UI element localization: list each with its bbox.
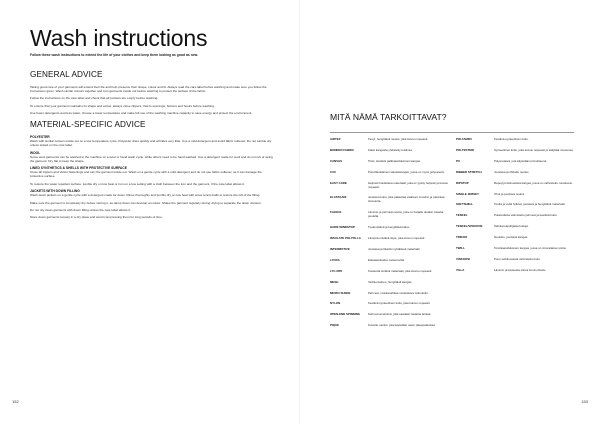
glossary-entry (456, 247, 574, 251)
material-heading: POLYESTER (30, 135, 50, 140)
material-heading: LINED SYNTHETICS & SHELLS WITH PROTECTIVE SURFACE (30, 166, 127, 171)
glossary-term: PIQUE (330, 323, 339, 328)
glossary-term: EASY CARE (330, 180, 347, 185)
paragraph: Follow the instructions on the care label and check that all pockets are empty before washing. (30, 96, 159, 101)
glossary-definition: Elastaanikuidun tuotemerkki. (368, 257, 405, 262)
paragraph: Close all zippers and Velcro fastenings and turn the garment inside out. Wash on a gentle cycle with a mild detergent and do not use fabric softener, as it can damage the protective surface. (30, 170, 262, 179)
glossary-definition: Kehruumenetelmä, jolla saadaan tasaista lankaa. (368, 312, 432, 317)
glossary-entry (456, 269, 574, 273)
glossary-definition: Kestävä synteettinen kuitu, joka kuivuu nopeasti. (368, 301, 431, 306)
glossary-entry (330, 292, 448, 296)
glossary-definition: Joustava ja liikettä myötäilevä materiaali. (368, 246, 421, 251)
glossary-term: TENCEL (456, 213, 468, 218)
glossary-term: VILLA (456, 267, 465, 272)
glossary-entry (330, 211, 448, 219)
glossary-term: LYC-DRY (330, 268, 343, 273)
glossary-entry (456, 203, 574, 207)
page-title: Wash instructions (30, 25, 208, 51)
glossary-term: TRIKOO (456, 235, 468, 240)
left-page-content (30, 70, 275, 222)
glossary-column-right (456, 138, 574, 273)
glossary-term: POLYESTERI (456, 147, 475, 152)
glossary-definition: Lämpöä eristävä täyte, joka kuivuu nopeasti. (368, 235, 426, 240)
glossary-entry (330, 248, 448, 252)
glossary-term: BONDED FABRIC (330, 147, 355, 152)
glossary-definition: Kestävä synteettinen kuitu. (494, 137, 529, 141)
glossary-term: OPEN-END SPINNING (330, 312, 361, 317)
glossary-entry (330, 226, 448, 230)
glossary-term: NYLON (330, 301, 341, 306)
glossary-term: CVC (330, 169, 337, 174)
glossary-term: FLEECE (330, 210, 342, 215)
glossary-term: VISKOOSI (456, 256, 470, 261)
glossary-definition: Tuulta ja vettä hylkivä, joustava ja hengittävä materiaali. (494, 202, 566, 207)
glossary-entry (330, 324, 448, 328)
glossary-entry (330, 171, 448, 175)
glossary-definition: Kosteutta siirtävä materiaali, joka kuivuu nopeasti. (368, 268, 433, 273)
paragraph: Wash with similar colours inside out on a low temperature cycle. Polyester dries quickly and wrinkles very little. Use a mild detergent and avoid fabric softener. Do not tumble dry unless stated on the care label. (30, 139, 272, 148)
glossary-entry (330, 259, 448, 263)
paragraph: Make sure the garment is completely dry before storing it, as damp down can develop an odour. Shake the garment regularly during drying to separate the down clusters. (30, 200, 262, 205)
page-number-left: 152 (12, 399, 19, 404)
glossary-term: SINGLE JERSEY (456, 191, 479, 196)
glossary-term: AIRTEX (330, 137, 341, 141)
section-heading: GENERAL ADVICE (30, 70, 103, 79)
glossary-definition: Selluloosapohjaisia kuituja. (494, 224, 529, 229)
glossary-term: MESH (330, 279, 339, 284)
glossary-definition: Joustava kuitu, joka palauttaa vaatteen muodon ja parantaa istuvuutta. (368, 195, 445, 204)
glossary-definition: Lämmin ja kosteutta sitova luonnonkuitu. (494, 267, 547, 272)
glossary-definition: Lämmin ja pehmeä neulos, joka on harjattu ainakin toiselta puolelta. (368, 210, 444, 219)
glossary-term: GORE WINDSTOP (330, 225, 355, 230)
glossary-definition: Polyuretaani, jota käytetään pinnoitteena. (494, 158, 548, 163)
glossary-definition: Verkkomainen, hengittävä kangas. (368, 279, 413, 284)
glossary-definition: Toimikassidoksinen kangas, jossa on vinoraitainen pinta. (494, 246, 567, 251)
paragraph: To ensure that your garment maintains its shape and colour, always close zippers, Velcro openings, buttons and hooks before washing. (30, 103, 215, 108)
material-heading: WOOL (30, 150, 41, 155)
paragraph: Wash down jackets on a gentle cycle with a detergent made for down. Rinse thoroughly and tumble dry on low heat with a few tennis balls to restore the loft of the filling. (30, 193, 261, 198)
glossary-entry (330, 138, 448, 142)
glossary-definition: Puukuidusta valmistettu pehmeä ja kestävä kuitu. (494, 213, 558, 218)
glossary-entry (456, 138, 574, 142)
glossary-entry (330, 182, 448, 190)
glossary-definition: Neulottu, joustava kangas. (494, 235, 529, 240)
paragraph: Some wool garments can be washed in the machine on a wool or hand wash cycle, while others need to be hand washed. Use a detergent made for wool and do not rub or wring the garment. Dry flat to keep the shape. (30, 154, 273, 163)
glossary-term: RIBBED STRETCH (456, 169, 482, 174)
section-heading: MATERIAL-SPECIFIC ADVICE (30, 120, 146, 130)
glossary-entry (330, 281, 448, 285)
glossary-column-left (330, 138, 448, 328)
glossary-entry (330, 149, 448, 153)
glossary-definition: Pehmeä, mokkanahkaa muistuttava mikrokuitu. (368, 290, 429, 295)
paragraph: Use fewer detergents and less water, choose a lower temperature and make full use of the washing machine capacity to save energy and protect the environment. (30, 110, 253, 115)
glossary-term: TWILL (456, 246, 465, 251)
glossary-divider (330, 132, 574, 133)
glossary-definition: Repeytymistä estävä kangas, jossa on vahvistettu ruutukuvio. (494, 180, 573, 185)
glossary-entry (330, 270, 448, 274)
glossary-definition: Synteettinen kuitu, joka kuivuu nopeasti ja säilyttää muotonsa. (494, 147, 574, 152)
paragraph: To restore the water repellent surface, tumble dry on low heat or iron on a low setting with a cloth between the iron and the garment, if the care label allows it. (30, 181, 245, 186)
glossary-entry (456, 236, 574, 240)
glossary-definition: Tiivis, kestävä palttinasidoksinen kangas. (368, 158, 421, 163)
glossary-entry (456, 149, 574, 153)
glossary-definition: Kuvioitu neulos, jota käytetään usein pikeepaidoissa. (368, 323, 436, 328)
glossary-entry (330, 160, 448, 164)
glossary-entry (456, 182, 574, 186)
glossary-entry (456, 160, 574, 164)
glossary-definition: Kaksi kangasta yhdistetty toisiinsa. (368, 147, 413, 152)
glossary-term: CANVAS (330, 158, 342, 163)
page-subtitle: Follow these wash instructions to extend the life of your clothes and keep them looking as good as new. (30, 53, 199, 57)
glossary-entry (330, 302, 448, 306)
glossary-term: PU (456, 158, 461, 163)
glossary-term: MICRO SUEDE (330, 290, 351, 295)
paragraph: Store down garments loosely in a dry place and avoid compressing them for long periods of time. (30, 215, 163, 220)
glossary-entry (456, 171, 574, 175)
glossary-term: INTERMOTIVE (330, 246, 350, 251)
glossary-term: ELASTAANI (330, 195, 347, 200)
glossary-term: POLYAMIDI (456, 137, 472, 141)
glossary-definition: Joustava ja ribbattu neulos. (494, 169, 530, 174)
glossary-definition: Puun selluloosasta valmistettu kuitu. (494, 256, 541, 261)
glossary-entry (456, 193, 574, 197)
glossary-term: LYCRA (330, 257, 340, 262)
glossary-definition: Kevyt, hengittävä neulos, joka kuivuu nopeasti. (368, 137, 429, 141)
glossary-entry (330, 313, 448, 317)
glossary-term: TENCEL/VISKOOSI (456, 224, 483, 229)
glossary-entry (456, 225, 574, 229)
glossary-definition: Helposti hoidettava materiaali, joka ei rypisty helposti ja kuivuu nopeasti. (368, 180, 449, 189)
glossary-heading: MITÄ NÄMÄ TARKOITTAVAT? (330, 112, 447, 122)
glossary-term: RIPSTOP (456, 180, 469, 185)
glossary-entry (330, 237, 448, 241)
glossary-term: SOFTSHELL (456, 202, 474, 207)
page-number-right: 153 (581, 399, 588, 404)
paragraph: Do not dry clean garments with down filling unless the care label allows it. (30, 207, 131, 212)
glossary-entry (456, 258, 574, 262)
glossary-definition: Ohut ja joustava neulos. (494, 191, 526, 196)
glossary-definition: Tuulenpitävä ja hengittävä kalvo. (368, 225, 410, 230)
glossary-definition: Puuvillavaltainen sekoitekangas, jossa on myös polyesteria. (368, 169, 445, 174)
material-heading: JACKETS WITH DOWN FILLING (30, 189, 80, 194)
glossary-term: INSULATE POLYFILLA (330, 235, 361, 240)
glossary-entry (456, 214, 574, 218)
paragraph: Taking good care of your garments will extend their life and help preserve their shape, colour and fit. Always read the care label before washing and make sure you follow the instructions given. Wash similar colours together and turn garments inside out before washing to protect the surface of the fabric. (30, 85, 267, 94)
glossary-entry (330, 196, 448, 204)
